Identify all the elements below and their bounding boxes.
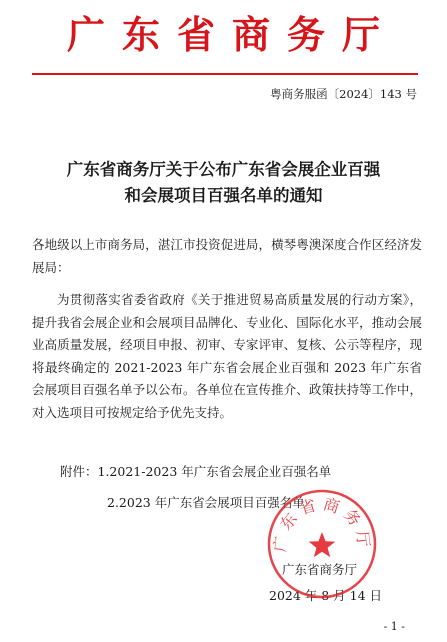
document-title-line-2: 和会展项目百强名单的通知 — [124, 186, 323, 205]
seal-text: 广东省商务厅 — [270, 494, 374, 554]
page-number: - 1 - — [383, 620, 405, 633]
body-paragraph: 为贯彻落实省委省政府《关于推进贸易高质量发展的行动方案》，提升我省会展企业和会展项目品牌化、专业化、国际化水平，推动会展业高质量发展，经项目申报、初审、专家评审、复核、公示等程序，现将最终确定的 2021-2023 年广东省会展企业百强和 2023 年广东省会展项目百强名单予以公布。各单位在宣传推介、政策扶持等工作中，对入选项目可按规定给予优先支持。 — [32, 292, 422, 420]
addressee: 各地级以上市商务局，湛江市投资促进局，横琴粤澳深度合作区经济发展局： — [32, 237, 422, 275]
document-title-line-1: 广东省商务厅关于公布广东省会展企业百强 — [66, 160, 381, 179]
signature-organization: 广东省商务厅 — [282, 562, 358, 577]
star-icon — [309, 532, 336, 557]
signature-date: 2024 年 8 月 14 日 — [269, 588, 383, 603]
official-seal-stamp — [266, 488, 378, 600]
attachment-item-2: 2.2023 年广东省会展项目百强名单 — [107, 495, 305, 510]
masthead-title: 广东省商务厅 — [66, 12, 397, 57]
red-divider-rule — [32, 73, 418, 75]
document-number: 粤商务服函〔2024〕143 号 — [270, 87, 417, 101]
attachment-item-1: 附件：1.2021-2023 年广东省会展企业百强名单 — [60, 464, 332, 479]
